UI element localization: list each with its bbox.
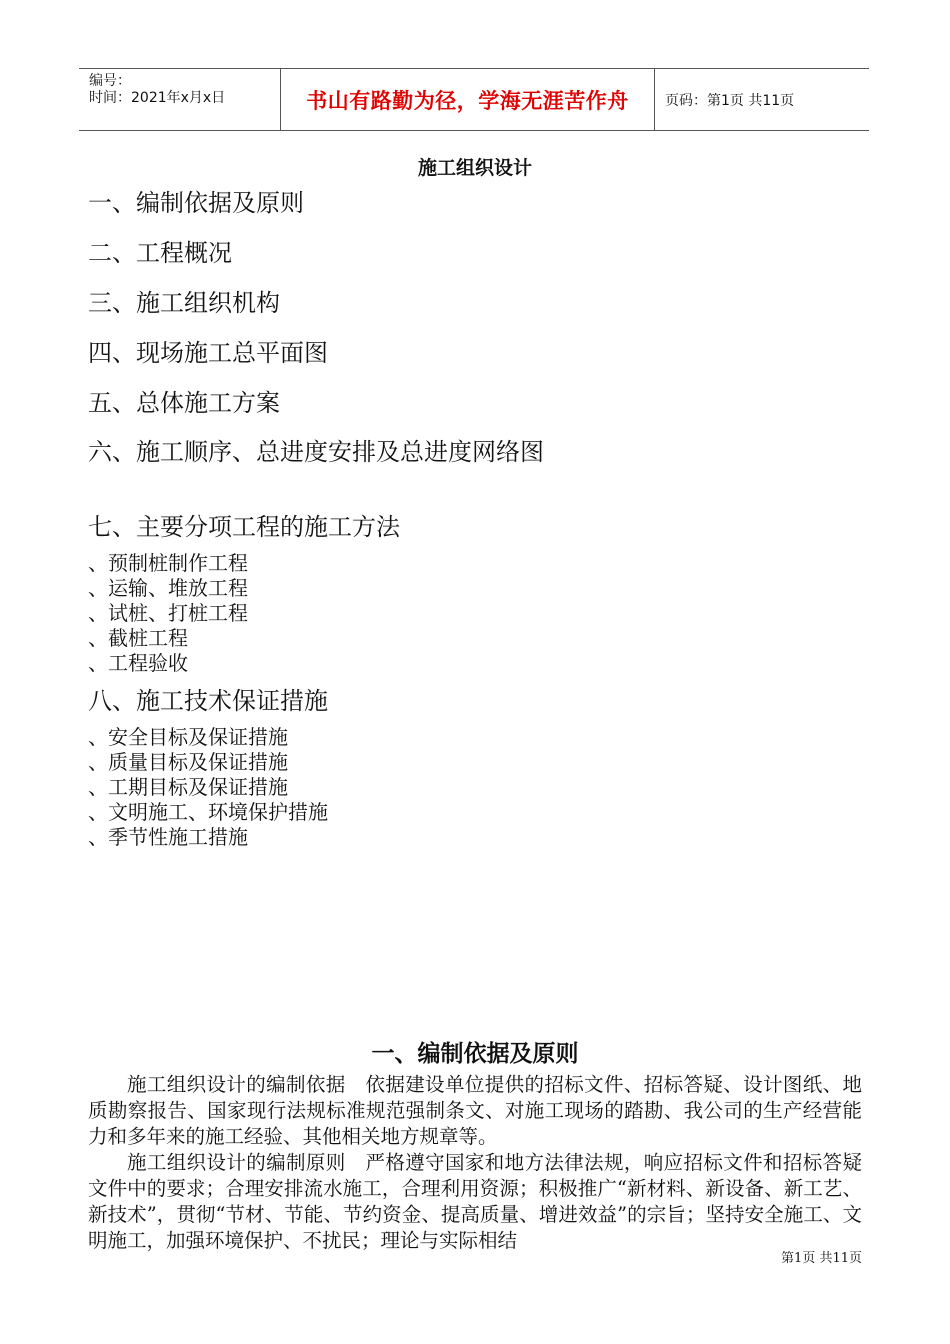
header-meta-cell bbox=[79, 69, 279, 130]
toc-section-8: 八、施工技术保证措施 bbox=[88, 687, 328, 715]
header-motto-cell bbox=[280, 69, 655, 130]
paragraph-principles: 施工组织设计的编制原则 严格遵守国家和地方法律法规，响应招标文件和招标答疑文件中的要求；合理安排流水施工，合理利用资源；积极推广“新材料、新设备、新工艺、新技术”，贯彻“节材、节能、节约资金、提高质量、增进效益”的宗旨；坚持安全施工、文明施工，加强环境保护、不扰民；理论与实际相结 bbox=[88, 1151, 862, 1252]
toc-section-2: 二、工程概况 bbox=[88, 239, 232, 267]
toc-section-7-item: 、预制桩制作工程 bbox=[88, 551, 248, 575]
toc-section-8-item: 、文明施工、环境保护措施 bbox=[88, 800, 328, 824]
toc-section-5: 五、总体施工方案 bbox=[88, 389, 280, 417]
footer-page-number: 第1页 共11页 bbox=[781, 1251, 862, 1266]
toc-section-8-item: 、工期目标及保证措施 bbox=[88, 775, 288, 799]
header-table bbox=[79, 68, 869, 131]
toc-section-7-item: 、运输、堆放工程 bbox=[88, 576, 248, 600]
toc-section-3: 三、施工组织机构 bbox=[88, 289, 280, 317]
motto-text: 书山有路勤为径，学海无涯苦作舟 bbox=[306, 88, 629, 113]
toc-section-8-item: 、安全目标及保证措施 bbox=[88, 725, 288, 749]
number-label: 编号： bbox=[89, 73, 131, 89]
toc-section-1: 一、编制依据及原则 bbox=[88, 189, 304, 217]
section-1-body bbox=[88, 1072, 862, 1254]
toc-section-6: 六、施工顺序、总进度安排及总进度网络图 bbox=[88, 438, 544, 466]
date-label: 时间：2021年x月x日 bbox=[89, 90, 226, 106]
toc-section-7-item: 、截桩工程 bbox=[88, 626, 188, 650]
header-page-cell bbox=[655, 69, 869, 130]
toc-section-7: 七、主要分项工程的施工方法 bbox=[88, 513, 400, 541]
paragraph-basis: 施工组织设计的编制依据 依据建设单位提供的招标文件、招标答疑、设计图纸、地质勘察报告、国家现行法规标准规范强制条文、对施工现场的踏勘、我公司的生产经营能力和多年来的施工经验、其他相关地方规章等。 bbox=[88, 1073, 862, 1148]
toc-section-8-item: 、季节性施工措施 bbox=[88, 825, 248, 849]
toc-section-7-item: 、工程验收 bbox=[88, 651, 188, 675]
document-title: 施工组织设计 bbox=[417, 157, 532, 179]
toc-section-7-item: 、试桩、打桩工程 bbox=[88, 601, 248, 625]
header-page-info: 页码：第1页 共11页 bbox=[665, 92, 795, 109]
toc-section-8-item: 、质量目标及保证措施 bbox=[88, 750, 288, 774]
section-1-title: 一、编制依据及原则 bbox=[371, 1041, 579, 1067]
toc-section-4: 四、现场施工总平面图 bbox=[88, 339, 328, 367]
